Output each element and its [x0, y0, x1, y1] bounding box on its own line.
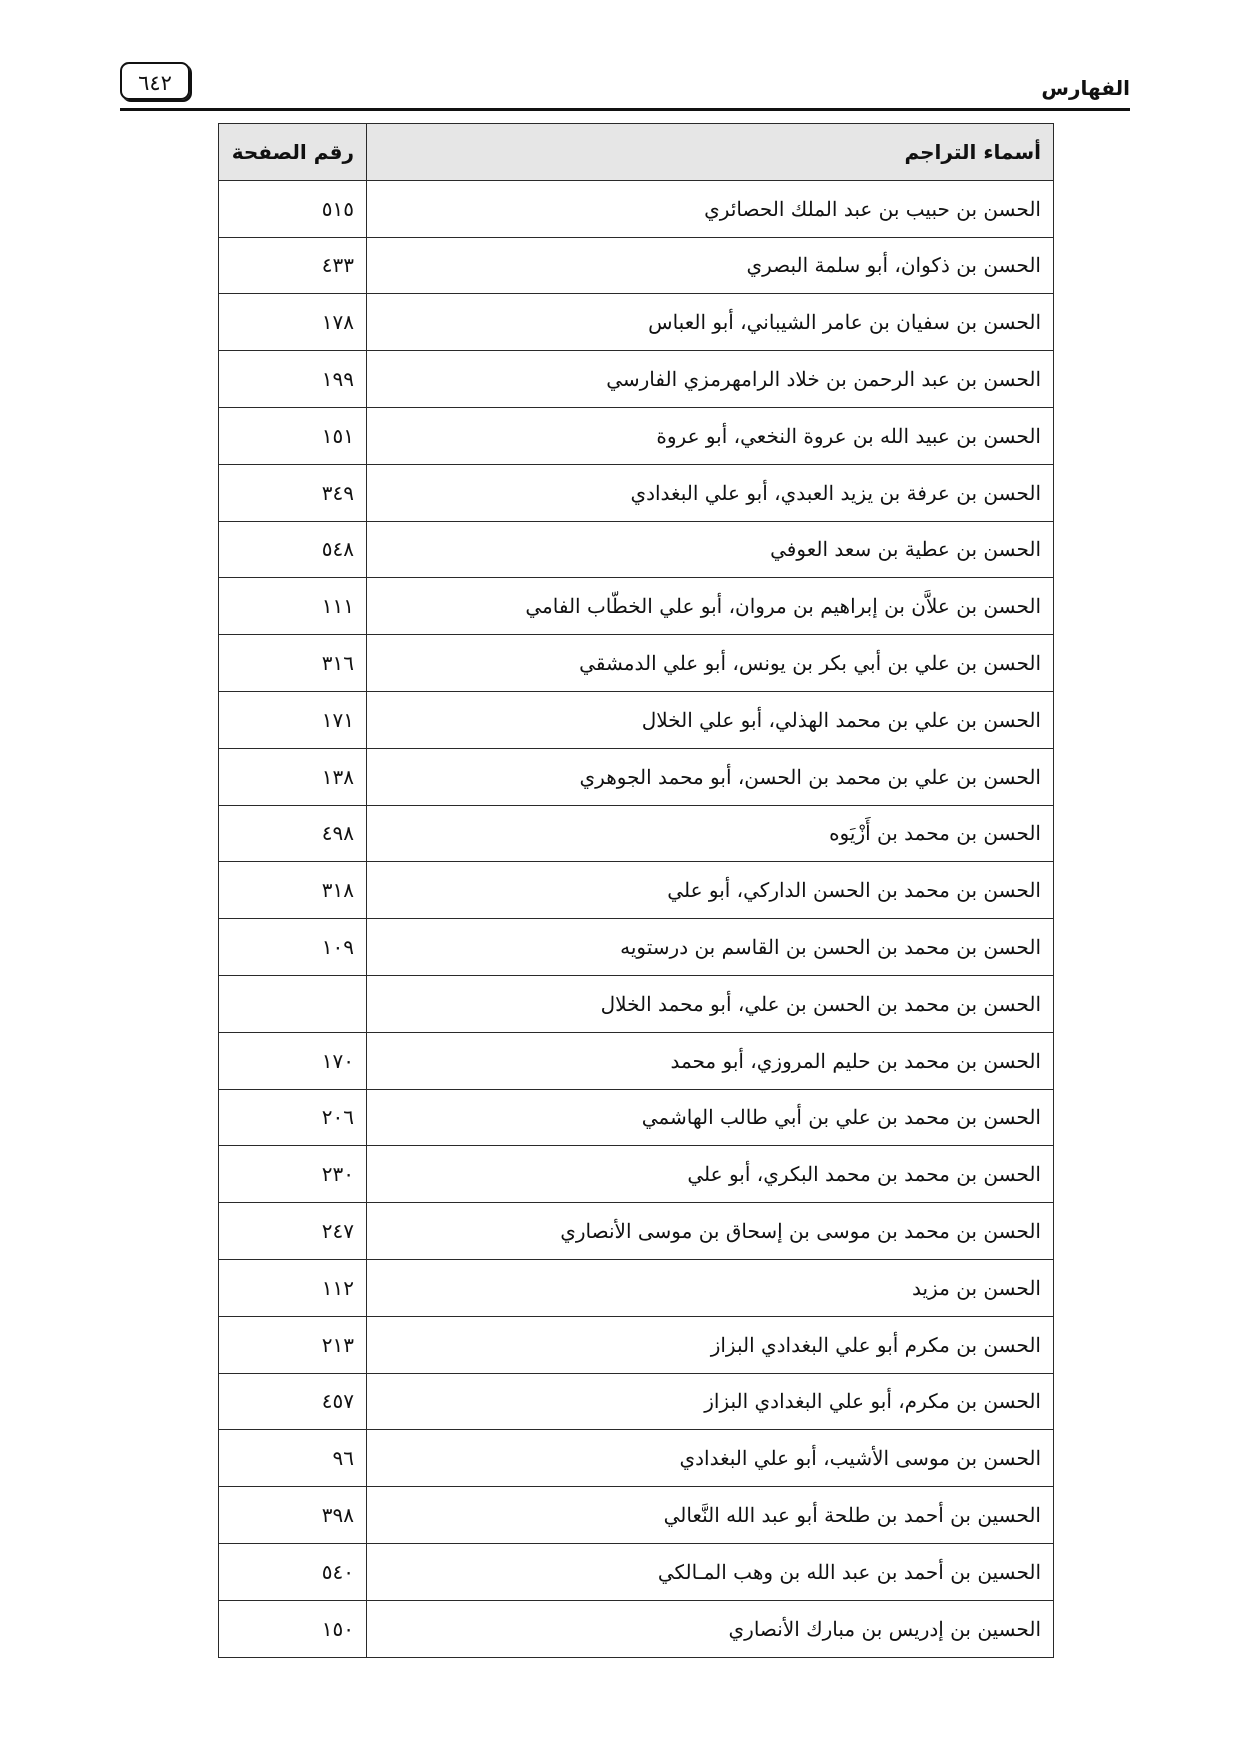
page-reference: ٥١٥ [219, 180, 367, 237]
table-row [219, 294, 1054, 351]
biography-name: الحسن بن علي بن محمد بن الحسن، أبو محمد الجوهري [367, 748, 1054, 805]
page-reference: ٣١٨ [219, 862, 367, 919]
table-row [219, 1543, 1054, 1600]
page-reference: ١٩٩ [219, 351, 367, 408]
page-reference: ٤٩٨ [219, 805, 367, 862]
header-rule [120, 108, 1130, 111]
biography-name: الحسن بن محمد بن موسى بن إسحاق بن موسى الأنصاري [367, 1203, 1054, 1260]
biography-name: الحسن بن علي بن محمد الهذلي، أبو علي الخلال [367, 691, 1054, 748]
table-row [219, 1032, 1054, 1089]
table-row [219, 1146, 1054, 1203]
page-reference: ٣١٦ [219, 635, 367, 692]
page-reference: ٣٤٩ [219, 464, 367, 521]
page-reference: ١٧٠ [219, 1032, 367, 1089]
table-body [219, 180, 1054, 1657]
biography-name: الحسن بن عطية بن سعد العوفي [367, 521, 1054, 578]
table-row [219, 1373, 1054, 1430]
page-reference: ٩٦ [219, 1430, 367, 1487]
biography-name: الحسين بن إدريس بن مبارك الأنصاري [367, 1600, 1054, 1657]
table-row [219, 237, 1054, 294]
biography-name: الحسن بن علاَّن بن إبراهيم بن مروان، أبو علي الخطّاب الفامي [367, 578, 1054, 635]
page-reference: ٣٩٨ [219, 1487, 367, 1544]
page-reference: ١٥٠ [219, 1600, 367, 1657]
biography-name: الحسن بن محمد بن حليم المروزي، أبو محمد [367, 1032, 1054, 1089]
page-reference: ١٧١ [219, 691, 367, 748]
table-row [219, 464, 1054, 521]
table-row [219, 407, 1054, 464]
page-reference [219, 975, 367, 1032]
page-reference: ١١٢ [219, 1259, 367, 1316]
table-row [219, 1487, 1054, 1544]
biography-name: الحسن بن موسى الأشيب، أبو علي البغدادي [367, 1430, 1054, 1487]
biography-name: الحسن بن محمد بن محمد البكري، أبو علي [367, 1146, 1054, 1203]
table-row [219, 748, 1054, 805]
biography-name: الحسين بن أحمد بن عبد الله بن وهب المـالكي [367, 1543, 1054, 1600]
page-header [120, 60, 1130, 112]
table-row [219, 635, 1054, 692]
biography-name: الحسين بن أحمد بن طلحة أبو عبد الله النَّعالي [367, 1487, 1054, 1544]
table-row [219, 691, 1054, 748]
biography-name: الحسن بن محمد بن علي بن أبي طالب الهاشمي [367, 1089, 1054, 1146]
biography-name: الحسن بن ذكوان، أبو سلمة البصري [367, 237, 1054, 294]
page-reference: ١١١ [219, 578, 367, 635]
biography-name: الحسن بن سفيان بن عامر الشيباني، أبو العباس [367, 294, 1054, 351]
biography-name: الحسن بن عرفة بن يزيد العبدي، أبو علي البغدادي [367, 464, 1054, 521]
biography-name: الحسن بن محمد بن الحسن الداركي، أبو علي [367, 862, 1054, 919]
biography-name: الحسن بن حبيب بن عبد الملك الحصائري [367, 180, 1054, 237]
page-reference: ١٠٩ [219, 919, 367, 976]
page-reference: ٥٤٠ [219, 1543, 367, 1600]
table-row [219, 862, 1054, 919]
biography-name: الحسن بن محمد بن أَزْيَوه [367, 805, 1054, 862]
table-row [219, 975, 1054, 1032]
table-row [219, 521, 1054, 578]
biography-name: الحسن بن محمد بن الحسن بن القاسم بن درستويه [367, 919, 1054, 976]
page-reference: ٢٣٠ [219, 1146, 367, 1203]
biography-name: الحسن بن علي بن أبي بكر بن يونس، أبو علي الدمشقي [367, 635, 1054, 692]
table-header-row [219, 124, 1054, 181]
table-row [219, 578, 1054, 635]
biography-name: الحسن بن عبيد الله بن عروة النخعي، أبو عروة [367, 407, 1054, 464]
page-reference: ١٣٨ [219, 748, 367, 805]
biographies-index-table [218, 123, 1054, 1658]
biography-name: الحسن بن عبد الرحمن بن خلاد الرامهرمزي الفارسي [367, 351, 1054, 408]
page-reference: ١٧٨ [219, 294, 367, 351]
page-reference: ١٥١ [219, 407, 367, 464]
biography-name: الحسن بن مزيد [367, 1259, 1054, 1316]
page-reference: ٤٥٧ [219, 1373, 367, 1430]
page-number: ٦٤٢ [120, 62, 190, 100]
table-row [219, 1430, 1054, 1487]
biography-name: الحسن بن مكرم، أبو علي البغدادي البزاز [367, 1373, 1054, 1430]
table-row [219, 1203, 1054, 1260]
table-row [219, 1089, 1054, 1146]
table-row [219, 1259, 1054, 1316]
column-header-names: أسماء التراجم [367, 124, 1054, 181]
table-row [219, 919, 1054, 976]
page-reference: ٤٣٣ [219, 237, 367, 294]
biography-name: الحسن بن مكرم أبو علي البغدادي البزاز [367, 1316, 1054, 1373]
table-row [219, 180, 1054, 237]
table-row [219, 351, 1054, 408]
page-reference: ٥٤٨ [219, 521, 367, 578]
table-row [219, 805, 1054, 862]
table-row [219, 1600, 1054, 1657]
column-header-page: رقم الصفحة [219, 124, 367, 181]
table-row [219, 1316, 1054, 1373]
section-title: الفهارس [1041, 76, 1130, 100]
biography-name: الحسن بن محمد بن الحسن بن علي، أبو محمد الخلال [367, 975, 1054, 1032]
page-reference: ٢١٣ [219, 1316, 367, 1373]
page-reference: ٢٠٦ [219, 1089, 367, 1146]
page-reference: ٢٤٧ [219, 1203, 367, 1260]
